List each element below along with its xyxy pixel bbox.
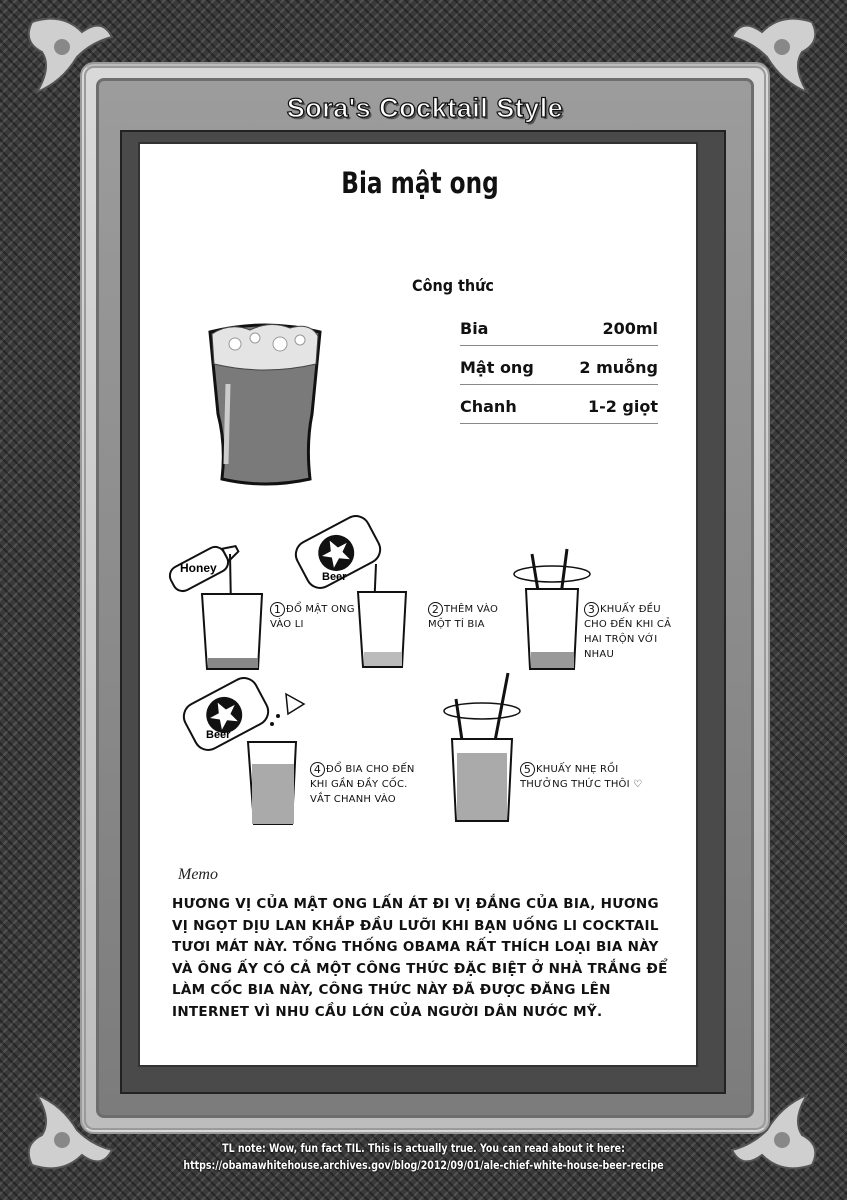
- beer-label: Beer: [322, 571, 347, 583]
- step-number: 2: [428, 602, 443, 617]
- step-text: ĐỔ MẬT ONG VÀO LI: [270, 604, 355, 630]
- memo-body: HƯƠNG VỊ CỦA MẬT ONG LẤN ÁT ĐI VỊ ĐẮNG CỦA BIA, HƯƠNG VỊ NGỌT DỊU LAN KHẮP ĐẦU LƯỠI KHI BẠN UỐNG LI COCKTAIL TƯƠI MÁT NÀY. TỔNG THỐNG OBAMA RẤT THÍCH LOẠI BIA NÀY VÀ ÔNG ẤY CÓ CẢ MỘT CÔNG THỨC ĐẶC BIỆT Ở NHÀ TRẮNG ĐỂ LÀM CỐC BIA NÀY, CÔNG THỨC NÀY ĐÃ ĐƯỢC ĐĂNG LÊN INTERNET VÌ NHU CẦU LỚN CỦA NGƯỜI DÂN NƯỚC MỸ.: [172, 896, 668, 1020]
- ingredient-name: Bia: [460, 319, 489, 338]
- banner-title: Sora's Cocktail Style: [286, 92, 564, 123]
- banner: [110, 86, 740, 130]
- step-2-label: [428, 602, 513, 632]
- ingredient-amount: 200ml: [602, 319, 658, 338]
- ingredient-amount: 1-2 giọt: [587, 397, 658, 416]
- translator-note-link[interactable]: https://obamawhitehouse.archives.gov/blog/2012/09/01/ale-chief-white-house-beer-recipe: [183, 1158, 664, 1172]
- ingredient-row: [460, 351, 658, 385]
- ingredients-heading: Công thức: [412, 276, 494, 295]
- step-1-illustration: [162, 534, 272, 674]
- heart-icon: ♡: [633, 779, 643, 790]
- step-text: KHUẤY NHẸ RỒI THƯỞNG THỨC THÔI: [520, 764, 630, 790]
- ingredient-amount: 2 muỗng: [579, 358, 658, 377]
- step-text: ĐỔ BIA CHO ĐẾN KHI GẦN ĐẦY CỐC. VẮT CHANH VÀO: [310, 764, 415, 805]
- step-text: KHUẤY ĐỀU CHO ĐẾN KHI CẢ HAI TRỘN VỚI NHAU: [584, 604, 672, 660]
- ingredient-name: Mật ong: [460, 358, 534, 377]
- step-4-illustration: [176, 674, 316, 834]
- step-5-illustration: [442, 669, 522, 829]
- beer-label: Beer: [206, 729, 231, 741]
- recipe-title: Bia mật ong: [341, 166, 499, 200]
- memo-heading: Memo: [178, 866, 218, 883]
- recipe-card: [138, 142, 698, 1067]
- beer-glass-illustration: [200, 314, 330, 489]
- translator-note-text: TL note: Wow, fun fact TIL. This is actually true. You can read about it here:: [222, 1141, 625, 1155]
- ingredient-row: [460, 312, 658, 346]
- ingredient-name: Chanh: [460, 397, 517, 416]
- step-number: 1: [270, 602, 285, 617]
- step-3-illustration: [512, 544, 592, 674]
- step-number: 4: [310, 762, 325, 777]
- step-number: 3: [584, 602, 599, 617]
- step-number: 5: [520, 762, 535, 777]
- step-5-label: [520, 762, 650, 792]
- translator-note: [0, 1140, 847, 1174]
- step-3-label: [584, 602, 674, 662]
- ingredient-row: [460, 390, 658, 424]
- lemon-slice-icon: [286, 694, 304, 714]
- step-4-label: [310, 762, 418, 807]
- honey-label: Honey: [180, 561, 217, 575]
- step-2-illustration: [288, 512, 418, 672]
- step-text: THÊM VÀO MỘT TÍ BIA: [428, 604, 499, 630]
